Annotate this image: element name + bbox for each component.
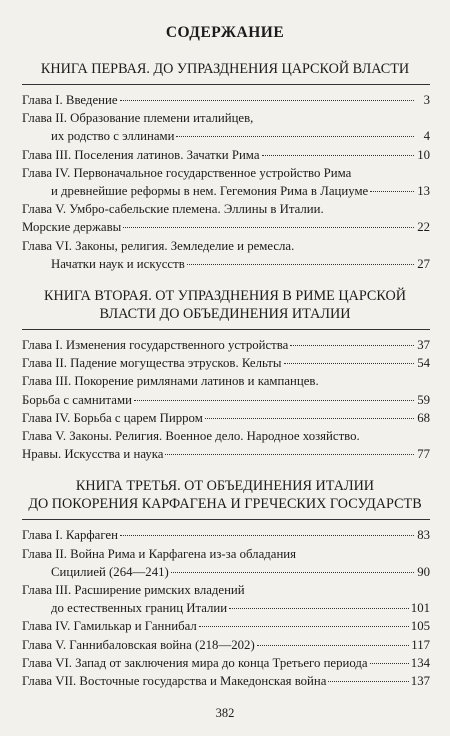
dot-leader bbox=[120, 534, 414, 536]
toc-entry bbox=[22, 146, 430, 164]
toc-page-number: 13 bbox=[417, 184, 430, 199]
toc-entry-text: Глава II. Падение могущества этрусков. Кельты bbox=[22, 356, 282, 371]
toc-page-number: 101 bbox=[410, 601, 430, 616]
toc-entry-text: Глава III. Поселения латинов. Зачатки Рима bbox=[22, 147, 260, 162]
toc-entry-text: Глава II. Образование племени италийцев, bbox=[22, 111, 254, 126]
toc-entry-text: Глава V. Ганнибаловская война (218—202) bbox=[22, 637, 255, 652]
toc-page-number: 77 bbox=[417, 447, 430, 462]
book-section-1 bbox=[0, 60, 450, 273]
toc-entry-text: Глава V. Законы. Религия. Военное дело. Народное хозяйство. bbox=[22, 429, 360, 444]
heading-rule bbox=[22, 329, 430, 330]
toc-entry-text: Глава I. Введение bbox=[22, 93, 118, 107]
toc-page-number: 37 bbox=[417, 338, 430, 353]
toc-entry-text: Морские державы bbox=[22, 220, 122, 235]
toc-entry bbox=[22, 545, 430, 581]
toc-entry-text: Глава VI. Запад от заключения мира до конца Третьего периода bbox=[22, 655, 368, 670]
toc-page-number: 117 bbox=[411, 637, 430, 652]
toc-entry bbox=[22, 654, 430, 672]
toc-entry bbox=[22, 109, 430, 145]
toc-entry-text: Глава IV. Гамилькар и Ганнибал bbox=[22, 619, 197, 634]
toc-entry-text: Начатки наук и искусств bbox=[51, 256, 185, 271]
toc-entry bbox=[22, 636, 430, 654]
book-heading-line: ВЛАСТИ ДО ОБЪЕДИНЕНИЯ ИТАЛИИ bbox=[99, 306, 351, 323]
toc-page-number: 59 bbox=[417, 392, 430, 407]
dot-leader bbox=[134, 399, 414, 401]
dot-leader bbox=[370, 662, 409, 664]
toc-entry bbox=[22, 672, 430, 690]
toc-entry bbox=[22, 427, 430, 463]
book-heading bbox=[24, 60, 426, 78]
toc-entry bbox=[22, 237, 430, 273]
dot-leader bbox=[284, 362, 415, 364]
toc-entry bbox=[22, 164, 430, 200]
book-heading-line: КНИГА ВТОРАЯ. ОТ УПРАЗДНЕНИЯ В РИМЕ ЦАРСКОЙ bbox=[44, 288, 406, 305]
toc-entry bbox=[22, 372, 430, 408]
dot-leader bbox=[257, 644, 410, 646]
toc-entry-text: Глава III. Покорение римлянами латинов и кампанцев. bbox=[22, 374, 319, 389]
dot-leader bbox=[165, 453, 414, 455]
toc-entry-text: Глава VI. Законы, религия. Земледелие и ремесла. bbox=[22, 238, 295, 253]
dot-leader bbox=[187, 263, 414, 265]
heading-rule bbox=[22, 84, 430, 85]
dot-leader bbox=[290, 344, 414, 346]
dot-leader bbox=[123, 226, 414, 228]
toc-page-number: 22 bbox=[417, 220, 430, 235]
toc-page-number: 134 bbox=[410, 655, 430, 670]
toc-entry-text: Сицилией (264—241) bbox=[51, 564, 169, 579]
toc-entry bbox=[22, 91, 430, 109]
toc-page-number: 10 bbox=[417, 147, 430, 162]
toc-entry-text: Глава VII. Восточные государства и Македонская война bbox=[22, 674, 327, 689]
toc-entry-text: до естественных границ Италии bbox=[51, 601, 228, 616]
toc-entry-text: Нравы. Искусства и наука bbox=[22, 447, 164, 462]
toc-entry-text: Глава II. Война Рима и Карфагена из-за обладания bbox=[22, 546, 297, 561]
toc-entry-text: Глава IV. Борьба с царем Пирром bbox=[22, 410, 203, 425]
toc-entry bbox=[22, 581, 430, 617]
book-heading bbox=[24, 477, 426, 513]
toc-page-number: 105 bbox=[410, 619, 430, 634]
toc-page-number: 137 bbox=[410, 674, 430, 689]
dot-leader bbox=[262, 154, 415, 156]
toc-entry-text: и древнейшие реформы в нем. Гегемония Рима в Лациуме bbox=[51, 184, 369, 199]
toc-page-number: 90 bbox=[417, 564, 430, 579]
toc-entry-text: Глава III. Расширение римских владений bbox=[22, 583, 245, 598]
page-title: СОДЕРЖАНИЕ bbox=[165, 24, 285, 41]
dot-leader bbox=[205, 417, 414, 419]
dot-leader bbox=[328, 680, 408, 682]
toc-entry-text: Глава IV. Первоначальное государственное устройство Рима bbox=[22, 165, 352, 180]
toc-page-number: 4 bbox=[423, 129, 430, 144]
toc-entry bbox=[22, 409, 430, 427]
book-heading bbox=[24, 287, 426, 323]
book-heading-line: ДО ПОКОРЕНИЯ КАРФАГЕНА И ГРЕЧЕСКИХ ГОСУДАРСТВ bbox=[28, 496, 422, 513]
toc-entry bbox=[22, 617, 430, 635]
book-section-3 bbox=[0, 477, 450, 690]
toc-entry-text: их родство с эллинами bbox=[51, 129, 175, 144]
page-number: 382 bbox=[215, 706, 235, 720]
toc-page-number: 27 bbox=[417, 256, 430, 271]
toc-page-number: 54 bbox=[417, 356, 430, 371]
toc-entry-text: Глава I. Карфаген bbox=[22, 528, 118, 543]
toc-page-number: 3 bbox=[423, 93, 430, 107]
toc-entry-text: Борьба с самнитами bbox=[22, 392, 132, 407]
toc-entry bbox=[22, 336, 430, 354]
toc-entry-text: Глава I. Изменения государственного устройства bbox=[22, 338, 289, 353]
dot-leader bbox=[370, 190, 414, 192]
toc-page-number: 68 bbox=[417, 410, 430, 425]
toc-entry bbox=[22, 200, 430, 236]
dot-leader bbox=[120, 99, 415, 101]
dot-leader bbox=[199, 625, 409, 627]
book-section-2 bbox=[0, 287, 450, 463]
book-heading-line: КНИГА ПЕРВАЯ. ДО УПРАЗДНЕНИЯ ЦАРСКОЙ ВЛАСТИ bbox=[40, 61, 410, 77]
heading-rule bbox=[22, 519, 430, 520]
toc-entry bbox=[22, 354, 430, 372]
toc-entry bbox=[22, 526, 430, 544]
dot-leader bbox=[176, 135, 414, 137]
toc-page-number: 83 bbox=[417, 528, 430, 543]
dot-leader bbox=[171, 571, 414, 573]
dot-leader bbox=[229, 607, 409, 609]
book-heading-line: КНИГА ТРЕТЬЯ. ОТ ОБЪЕДИНЕНИЯ ИТАЛИИ bbox=[75, 478, 375, 495]
toc-entry-text: Глава V. Умбро-сабельские племена. Эллины в Италии. bbox=[22, 202, 324, 217]
